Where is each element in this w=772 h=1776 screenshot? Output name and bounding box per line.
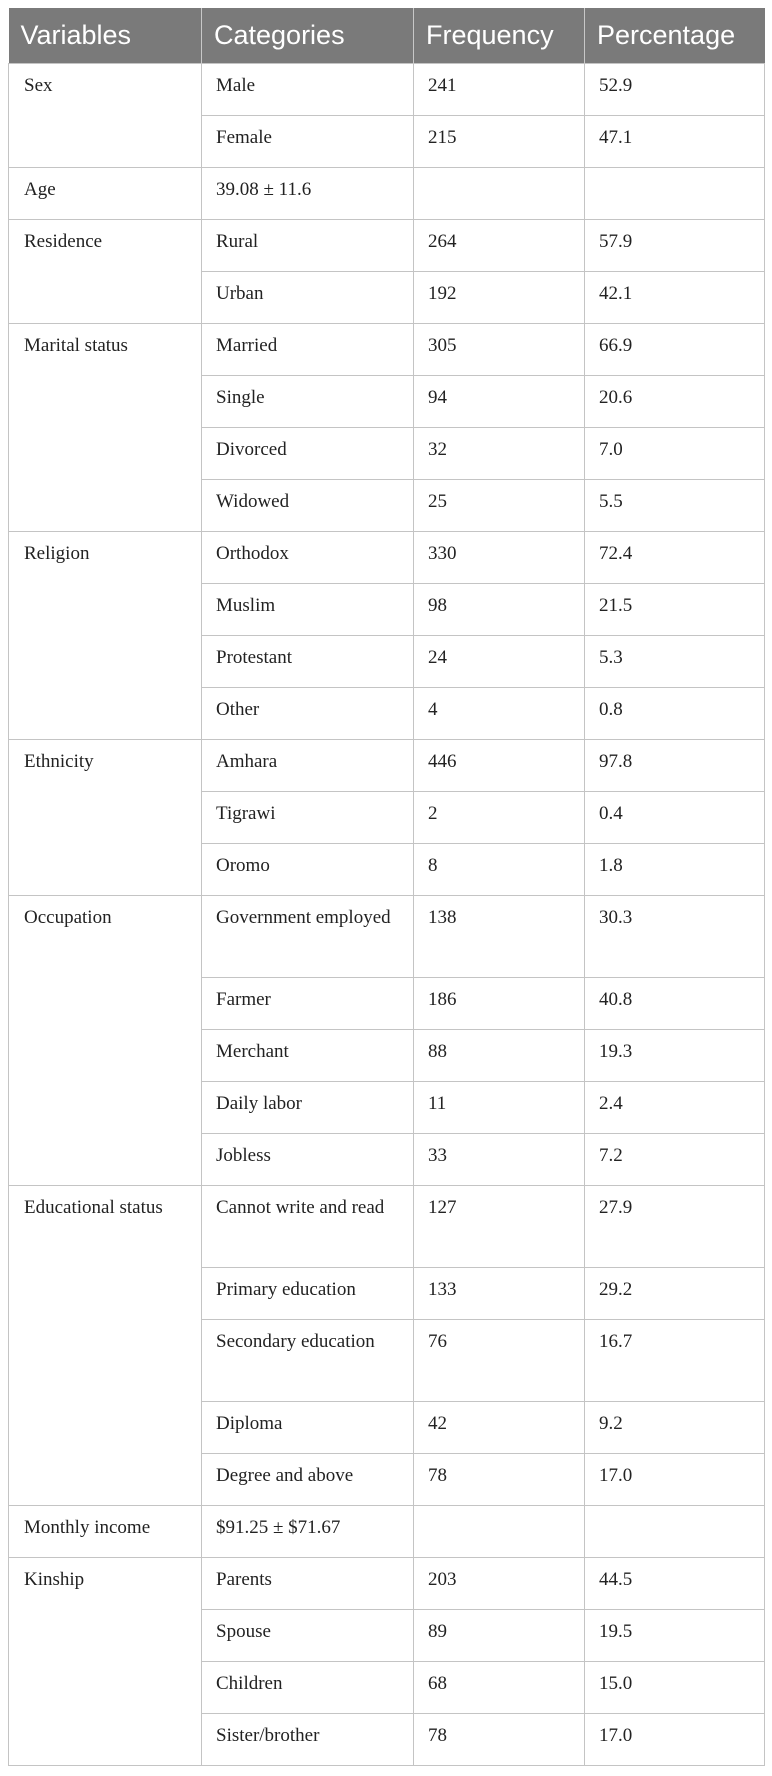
category-cell: Divorced: [202, 428, 414, 480]
table-row: [9, 64, 765, 116]
frequency-cell: 33: [414, 1134, 585, 1186]
category-cell: Daily labor: [202, 1082, 414, 1134]
category-cell: Orthodox: [202, 532, 414, 584]
percentage-cell: 19.5: [585, 1610, 765, 1662]
frequency-cell: 192: [414, 272, 585, 324]
variable-cell: Residence: [9, 220, 202, 324]
frequency-cell: 88: [414, 1030, 585, 1082]
percentage-cell: 97.8: [585, 740, 765, 792]
frequency-cell: 11: [414, 1082, 585, 1134]
table-row: [9, 168, 765, 220]
frequency-cell: 94: [414, 376, 585, 428]
percentage-cell: 47.1: [585, 116, 765, 168]
category-cell: 39.08 ± 11.6: [202, 168, 414, 220]
percentage-cell: 0.8: [585, 688, 765, 740]
frequency-cell: 42: [414, 1402, 585, 1454]
table-row: [9, 220, 765, 272]
frequency-cell: 25: [414, 480, 585, 532]
table-row: [9, 532, 765, 584]
frequency-cell: 241: [414, 64, 585, 116]
percentage-cell: 7.2: [585, 1134, 765, 1186]
percentage-cell: 66.9: [585, 324, 765, 376]
frequency-cell: 89: [414, 1610, 585, 1662]
table-body: [9, 64, 765, 1766]
percentage-cell: 16.7: [585, 1320, 765, 1402]
percentage-cell: 42.1: [585, 272, 765, 324]
frequency-cell: 2: [414, 792, 585, 844]
percentage-cell: 17.0: [585, 1454, 765, 1506]
frequency-cell: 305: [414, 324, 585, 376]
frequency-cell: 127: [414, 1186, 585, 1268]
category-cell: Other: [202, 688, 414, 740]
category-cell: Parents: [202, 1558, 414, 1610]
percentage-cell: 5.5: [585, 480, 765, 532]
percentage-cell: 15.0: [585, 1662, 765, 1714]
table-row: [9, 1558, 765, 1610]
table-row: [9, 740, 765, 792]
category-cell: Oromo: [202, 844, 414, 896]
percentage-cell: 17.0: [585, 1714, 765, 1766]
table-row: [9, 896, 765, 978]
variable-cell: Occupation: [9, 896, 202, 1186]
variable-cell: Monthly income: [9, 1506, 202, 1558]
percentage-cell: [585, 1506, 765, 1558]
category-cell: Sister/brother: [202, 1714, 414, 1766]
percentage-cell: [585, 168, 765, 220]
variable-cell: Age: [9, 168, 202, 220]
header-categories: Categories: [202, 8, 414, 64]
percentage-cell: 2.4: [585, 1082, 765, 1134]
frequency-cell: 330: [414, 532, 585, 584]
category-cell: Rural: [202, 220, 414, 272]
header-variables: Variables: [9, 8, 202, 64]
variable-cell: Sex: [9, 64, 202, 168]
category-cell: Government employed: [202, 896, 414, 978]
percentage-cell: 1.8: [585, 844, 765, 896]
percentage-cell: 7.0: [585, 428, 765, 480]
header-percentage: Percentage: [585, 8, 765, 64]
frequency-cell: 32: [414, 428, 585, 480]
category-cell: Urban: [202, 272, 414, 324]
category-cell: Amhara: [202, 740, 414, 792]
percentage-cell: 40.8: [585, 978, 765, 1030]
category-cell: Female: [202, 116, 414, 168]
percentage-cell: 20.6: [585, 376, 765, 428]
header-frequency: Frequency: [414, 8, 585, 64]
frequency-cell: 76: [414, 1320, 585, 1402]
frequency-cell: [414, 1506, 585, 1558]
variable-cell: Marital status: [9, 324, 202, 532]
category-cell: Protestant: [202, 636, 414, 688]
percentage-cell: 72.4: [585, 532, 765, 584]
variable-cell: Religion: [9, 532, 202, 740]
frequency-cell: 98: [414, 584, 585, 636]
category-cell: Married: [202, 324, 414, 376]
frequency-cell: 78: [414, 1714, 585, 1766]
variable-cell: Educational status: [9, 1186, 202, 1506]
category-cell: $91.25 ± $71.67: [202, 1506, 414, 1558]
frequency-cell: 138: [414, 896, 585, 978]
frequency-cell: 446: [414, 740, 585, 792]
category-cell: Single: [202, 376, 414, 428]
frequency-cell: 186: [414, 978, 585, 1030]
frequency-cell: 78: [414, 1454, 585, 1506]
percentage-cell: 19.3: [585, 1030, 765, 1082]
frequency-cell: 68: [414, 1662, 585, 1714]
frequency-cell: 8: [414, 844, 585, 896]
category-cell: Cannot write and read: [202, 1186, 414, 1268]
category-cell: Farmer: [202, 978, 414, 1030]
percentage-cell: 21.5: [585, 584, 765, 636]
percentage-cell: 27.9: [585, 1186, 765, 1268]
category-cell: Muslim: [202, 584, 414, 636]
variable-cell: Ethnicity: [9, 740, 202, 896]
frequency-cell: 4: [414, 688, 585, 740]
frequency-cell: 133: [414, 1268, 585, 1320]
category-cell: Merchant: [202, 1030, 414, 1082]
category-cell: Jobless: [202, 1134, 414, 1186]
frequency-cell: 24: [414, 636, 585, 688]
demographics-table: [8, 8, 765, 1766]
table-row: [9, 1186, 765, 1268]
category-cell: Widowed: [202, 480, 414, 532]
table-row: [9, 1506, 765, 1558]
header-row: [9, 8, 765, 64]
category-cell: Primary education: [202, 1268, 414, 1320]
percentage-cell: 30.3: [585, 896, 765, 978]
percentage-cell: 5.3: [585, 636, 765, 688]
category-cell: Male: [202, 64, 414, 116]
frequency-cell: [414, 168, 585, 220]
category-cell: Children: [202, 1662, 414, 1714]
percentage-cell: 57.9: [585, 220, 765, 272]
table-header: [9, 8, 765, 64]
category-cell: Diploma: [202, 1402, 414, 1454]
percentage-cell: 29.2: [585, 1268, 765, 1320]
category-cell: Secondary education: [202, 1320, 414, 1402]
percentage-cell: 9.2: [585, 1402, 765, 1454]
frequency-cell: 264: [414, 220, 585, 272]
percentage-cell: 0.4: [585, 792, 765, 844]
percentage-cell: 44.5: [585, 1558, 765, 1610]
frequency-cell: 203: [414, 1558, 585, 1610]
category-cell: Spouse: [202, 1610, 414, 1662]
category-cell: Tigrawi: [202, 792, 414, 844]
table-row: [9, 324, 765, 376]
percentage-cell: 52.9: [585, 64, 765, 116]
frequency-cell: 215: [414, 116, 585, 168]
variable-cell: Kinship: [9, 1558, 202, 1766]
category-cell: Degree and above: [202, 1454, 414, 1506]
